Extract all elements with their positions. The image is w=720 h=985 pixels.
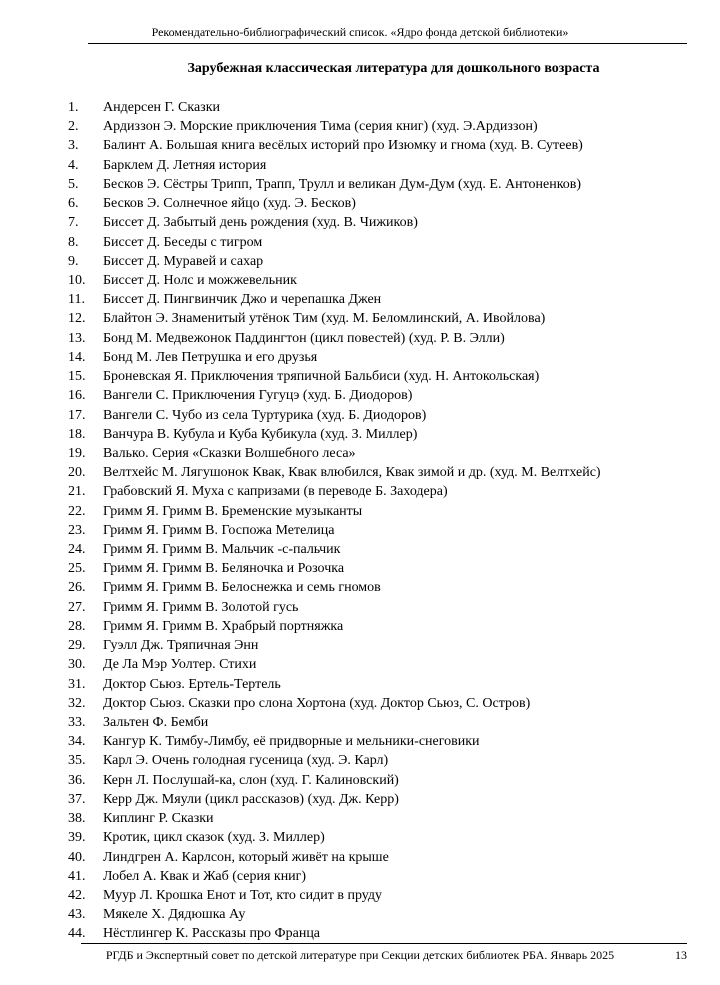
- list-item-text: Вангели С. Чубо из села Туртурика (худ. Б. Диодоров): [103, 407, 427, 423]
- list-item-text: Керр Дж. Мяули (цикл рассказов) (худ. Дж. Керр): [103, 791, 399, 807]
- list-item-number: 35.: [68, 753, 86, 769]
- list-item-text: Валько. Серия «Сказки Волшебного леса»: [103, 445, 356, 461]
- list-item-text: Блайтон Э. Знаменитый утёнок Тим (худ. М. Беломлинский, А. Ивойлова): [103, 311, 546, 327]
- list-item-text: Броневская Я. Приключения тряпичной Бальбиси (худ. Н. Антокольская): [103, 369, 540, 385]
- list-item-text: Де Ла Мэр Уолтер. Стихи: [103, 657, 257, 673]
- list-item-number: 20.: [68, 465, 86, 481]
- list-item-text: Грабовский Я. Муха с капризами (в переводе Б. Заходера): [103, 484, 448, 500]
- list-item-text: Линдгрен А. Карлсон, который живёт на крыше: [103, 849, 389, 865]
- list-item-text: Гримм Я. Гримм В. Храбрый портняжка: [103, 618, 344, 634]
- list-item-text: Ардиззон Э. Морские приключения Тима (серия книг) (худ. Э.Ардиззон): [103, 119, 538, 135]
- list-item-number: 30.: [68, 657, 86, 673]
- list-item-number: 8.: [68, 234, 79, 250]
- list-item-number: 36.: [68, 772, 86, 788]
- list-item-text: Кангур К. Тимбу-Лимбу, её придворные и мельники-снеговики: [103, 734, 480, 750]
- list-item-number: 11.: [68, 292, 85, 308]
- list-item-number: 40.: [68, 849, 86, 865]
- list-item-text: Гримм Я. Гримм В. Госпожа Метелица: [103, 522, 335, 538]
- list-item-number: 26.: [68, 580, 86, 596]
- list-item-number: 6.: [68, 196, 79, 212]
- running-footer: РГДБ и Экспертный совет по детской литературе при Секции детских библиотек РБА. Январь 2025: [105, 948, 615, 962]
- list-item-number: 33.: [68, 715, 86, 730]
- list-item-text: Андерсен Г. Сказки: [103, 100, 221, 115]
- list-item-text: Бесков Э. Сёстры Трипп, Трапп, Трулл и великан Дум-Дум (худ. Е. Антоненков): [103, 176, 582, 192]
- list-item-number: 29.: [68, 638, 86, 654]
- list-item-text: Гуэлл Дж. Тряпичная Энн: [103, 638, 259, 654]
- list-item-number: 19.: [68, 445, 86, 461]
- footer-rule: [81, 943, 687, 944]
- list-item-number: 2.: [68, 119, 79, 135]
- list-item-number: 18.: [68, 426, 86, 442]
- list-item-number: 16.: [68, 388, 86, 404]
- list-item-text: Велтхейс М. Лягушонок Квак, Квак влюбился, Квак зимой и др. (худ. М. Велтхейс): [103, 465, 601, 481]
- list-item-text: Киплинг Р. Сказки: [103, 811, 214, 827]
- list-item-number: 24.: [68, 542, 86, 558]
- list-item-number: 38.: [68, 811, 86, 827]
- list-item-text: Зальтен Ф. Бемби: [103, 715, 209, 730]
- list-item-number: 42.: [68, 887, 86, 903]
- list-item-text: Кротик, цикл сказок (худ. З. Миллер): [103, 830, 325, 846]
- list-item-text: Барклем Д. Летняя история: [103, 157, 267, 173]
- list-item-number: 1.: [68, 100, 79, 115]
- list-item-text: Нёстлингер К. Рассказы про Франца: [103, 926, 321, 942]
- list-item-number: 41.: [68, 868, 86, 884]
- list-item-text: Карл Э. Очень голодная гусеница (худ. Э. Карл): [103, 753, 389, 769]
- list-item-number: 32.: [68, 695, 86, 711]
- list-item-number: 43.: [68, 907, 86, 923]
- list-item-text: Доктор Сьюз. Сказки про слона Хортона (худ. Доктор Сьюз, С. Остров): [103, 695, 531, 711]
- list-item-number: 27.: [68, 599, 86, 615]
- list-item-number: 34.: [68, 734, 86, 750]
- list-item-text: Биссет Д. Пингвинчик Джо и черепашка Джен: [103, 292, 382, 308]
- list-item-number: 23.: [68, 522, 86, 538]
- list-item-number: 37.: [68, 791, 86, 807]
- list-item-text: Бонд М. Медвежонок Паддингтон (цикл повестей) (худ. Р. В. Элли): [103, 330, 505, 346]
- list-item-text: Биссет Д. Забытый день рождения (худ. В. Чижиков): [103, 215, 418, 231]
- list-item-number: 28.: [68, 618, 86, 634]
- list-item-text: Гримм Я. Гримм В. Белоснежка и семь гномов: [103, 580, 381, 596]
- list-item-text: Гримм Я. Гримм В. Золотой гусь: [103, 599, 299, 615]
- list-item-number: 9.: [68, 253, 79, 269]
- list-item-text: Биссет Д. Муравей и сахар: [103, 253, 264, 269]
- list-item-number: 10.: [68, 272, 86, 288]
- list-item-text: Бонд М. Лев Петрушка и его друзья: [103, 349, 318, 365]
- list-item-text: Гримм Я. Гримм В. Мальчик -с-пальчик: [103, 542, 341, 558]
- list-item-number: 13.: [68, 330, 86, 346]
- list-item-text: Лобел А. Квак и Жаб (серия книг): [103, 868, 307, 884]
- list-item-text: Муур Л. Крошка Енот и Тот, кто сидит в пруду: [103, 887, 383, 903]
- list-item-number: 3.: [68, 138, 79, 154]
- list-item-text: Биссет Д. Беседы с тигром: [103, 234, 263, 250]
- list-item-text: Бесков Э. Солнечное яйцо (худ. Э. Бесков): [103, 196, 356, 212]
- list-item-text: Вангели С. Приключения Гугуцэ (худ. Б. Диодоров): [103, 388, 413, 404]
- list-item-text: Гримм Я. Гримм В. Беляночка и Розочка: [103, 561, 345, 577]
- list-item-number: 31.: [68, 676, 86, 692]
- list-item-text: Мякеле Х. Дядюшка Ау: [103, 907, 246, 923]
- list-item-number: 25.: [68, 561, 86, 577]
- list-item-number: 17.: [68, 407, 86, 423]
- list-item-text: Ванчура В. Кубула и Куба Кубикула (худ. З. Миллер): [103, 426, 418, 442]
- list-item-text: Балинт А. Большая книга весёлых историй про Изюмку и гнома (худ. В. Сутеев): [103, 138, 583, 154]
- list-item-text: Биссет Д. Нолс и можжевельник: [103, 272, 297, 288]
- list-item-number: 15.: [68, 369, 86, 385]
- list-item-number: 22.: [68, 503, 86, 519]
- running-header: Рекомендательно-библиографический список. «Ядро фонда детской библиотеки»: [151, 25, 569, 39]
- page-title: Зарубежная классическая литература для дошкольного возраста: [187, 61, 600, 76]
- list-item-text: Гримм Я. Гримм В. Бременские музыканты: [103, 503, 363, 519]
- list-item-number: 14.: [68, 349, 86, 365]
- list-item-number: 4.: [68, 157, 79, 173]
- list-item-text: Доктор Сьюз. Ертель-Тертель: [103, 676, 281, 692]
- list-item-number: 21.: [68, 484, 86, 500]
- list-item-number: 12.: [68, 311, 86, 327]
- list-item-number: 5.: [68, 176, 79, 192]
- list-item-number: 44.: [68, 926, 86, 942]
- list-item-number: 39.: [68, 830, 86, 846]
- list-item-number: 7.: [68, 215, 79, 231]
- header-rule: [88, 43, 687, 44]
- list-item-text: Керн Л. Послушай-ка, слон (худ. Г. Калиновский): [103, 772, 399, 788]
- page-number: 13: [675, 948, 687, 962]
